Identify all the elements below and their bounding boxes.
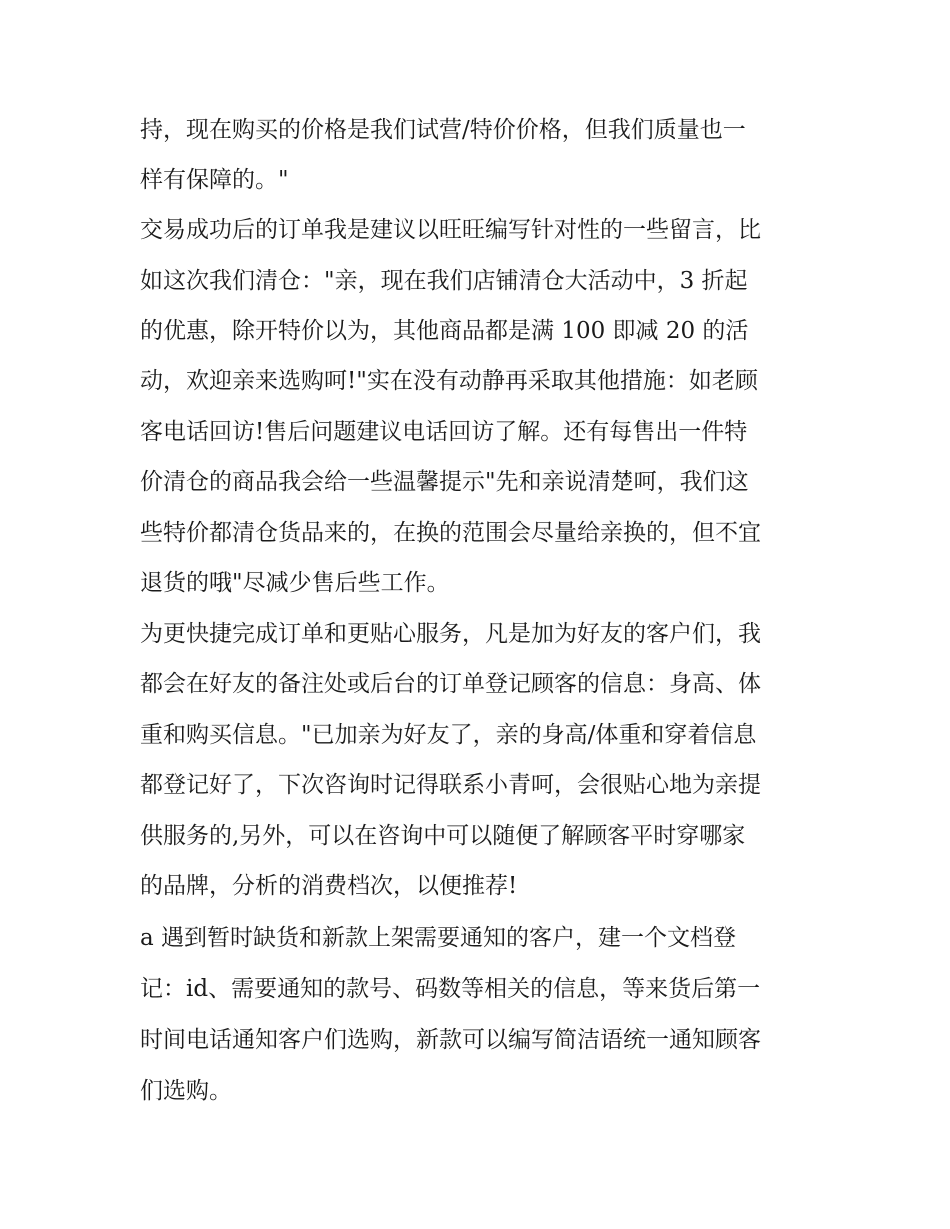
text-line: 为更快捷完成订单和更贴心服务，凡是加为好友的客户们，我 [140,621,761,647]
text-line: 记：id、需要通知的款号、码数等相关的信息，等来货后第一 [140,976,761,1002]
text-line: 动，欢迎亲来选购呵!"实在没有动静再采取其他措施：如老顾 [140,368,758,394]
text-line: 的优惠，除开特价以为，其他商品都是满 100 即减 20 的活 [140,318,749,344]
text-line: 些特价都清仓货品来的，在换的范围会尽量给亲换的，但不宜 [140,520,761,546]
text-line: 客电话回访!售后问题建议电话回访了解。还有每售出一件特 [140,419,748,445]
text-line: 们选购。 [140,1078,232,1104]
text-line: 交易成功后的订单我是建议以旺旺编写针对性的一些留言，比 [140,217,761,243]
text-line: 供服务的,另外，可以在咨询中可以随便了解顾客平时穿哪家 [140,823,746,849]
text-line: 价清仓的商品我会给一些温馨提示"先和亲说清楚呵，我们这 [140,469,749,495]
text-line: 重和购买信息。"已加亲为好友了，亲的身高/体重和穿着信息 [140,722,757,748]
text-line: 的品牌，分析的消费档次，以便推荐! [140,873,518,899]
text-line: 时间电话通知客户们选购，新款可以编写简洁语统一通知顾客 [140,1027,761,1053]
text-line: 都会在好友的备注处或后台的订单登记顾客的信息：身高、体 [140,671,761,697]
text-line: 退货的哦"尽减少售后些工作。 [140,570,450,596]
text-line: 都登记好了，下次咨询时记得联系小青呵，会很贴心地为亲提 [140,772,761,798]
text-line: 样有保障的。" [140,167,289,193]
text-line: a 遇到暂时缺货和新款上架需要通知的客户，建一个文档登 [140,925,737,951]
text-line: 持，现在购买的价格是我们试营/特价价格，但我们质量也一 [140,117,746,143]
text-line: 如这次我们清仓："亲，现在我们店铺清仓大活动中，3 折起 [140,268,748,294]
